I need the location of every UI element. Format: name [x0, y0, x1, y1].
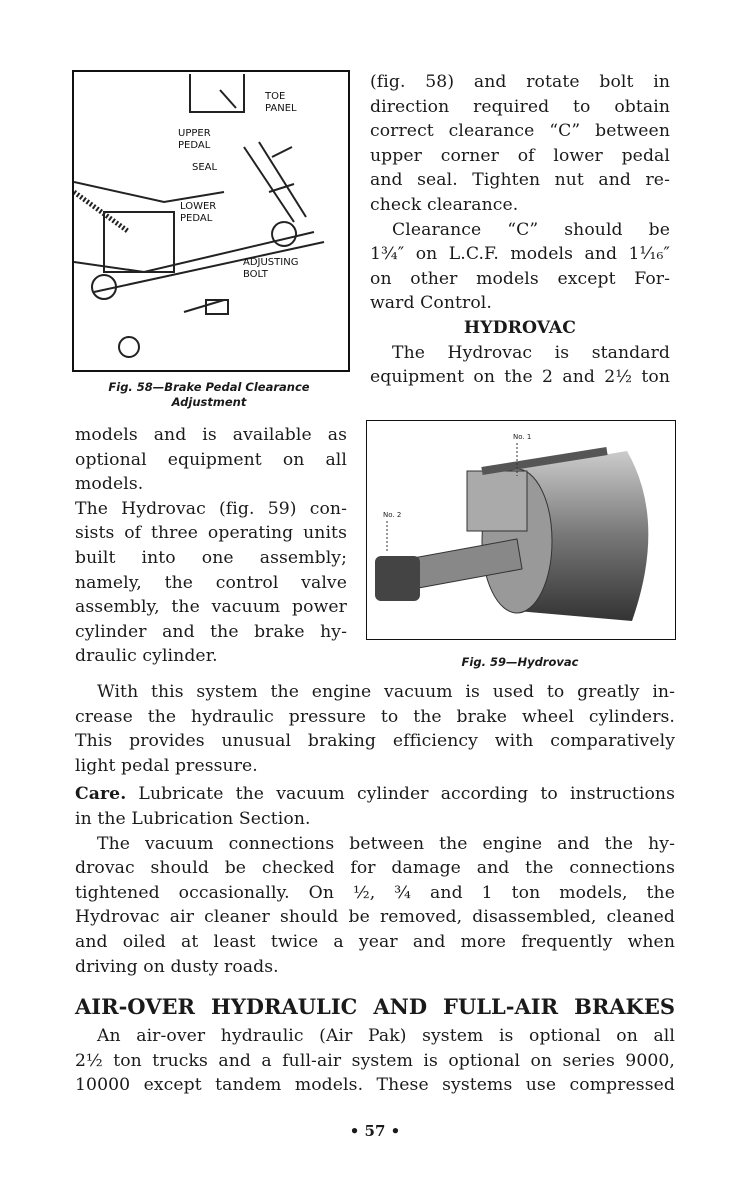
line-text: sists of three operating units: [75, 523, 347, 544]
line-text: ward Control.: [370, 293, 492, 314]
text-line: [75, 807, 675, 832]
line-text: models and is available as: [75, 425, 347, 445]
line-text: and oiled at least twice a year and more frequently when: [75, 931, 675, 952]
line-text: The Hydrovac is standard: [392, 342, 670, 363]
line-text: Hydrovac air cleaner should be removed, disassembled, cleaned: [75, 907, 675, 928]
text-line: [370, 267, 670, 292]
label-panel: PANEL: [265, 103, 297, 114]
text-line: [75, 905, 675, 930]
text-line: [370, 119, 670, 144]
text-line: [75, 620, 347, 645]
label-no-1: No. 1: [513, 433, 532, 441]
text-line: [370, 341, 670, 366]
line-text: HYDROVAC: [463, 317, 577, 338]
line-text: 1¾″ on L.C.F. models and 1¹⁄₁₆″: [370, 244, 670, 265]
label-lower: LOWER: [180, 201, 217, 212]
line-text: assembly, the vacuum power: [75, 597, 347, 618]
right-column-text: [370, 70, 670, 390]
label-bolt: BOLT: [243, 269, 268, 280]
text-line: [75, 856, 675, 881]
label-no-2: No. 2: [383, 511, 402, 519]
text-line: [75, 497, 347, 522]
line-text: on other models except For-: [370, 268, 670, 289]
text-line: [75, 644, 347, 669]
text-line: [75, 571, 347, 596]
text-line: [75, 754, 675, 779]
text-line: [370, 365, 670, 390]
text-line: [75, 881, 675, 906]
line-text: light pedal pressure.: [75, 755, 258, 776]
page-number: • 57 •: [349, 1122, 401, 1140]
text-line: [75, 680, 675, 705]
text-line: [370, 168, 670, 193]
line-text: 2½ ton trucks and a full-air system is optional on series 9000,: [75, 1050, 675, 1071]
line-text: in the Lubrication Section.: [75, 808, 311, 829]
section-heading: AIR-OVER HYDRAULIC AND FULL-AIR BRAKES: [75, 994, 675, 1019]
line-text: optional equipment on all: [75, 449, 347, 470]
caption-line-1: Fig. 58—Brake Pedal Clearance: [108, 380, 310, 394]
section-body-text: [75, 1024, 675, 1098]
line-text: The Hydrovac (fig. 59) con-: [75, 498, 347, 519]
label-upper: UPPER: [178, 128, 211, 139]
text-line: [75, 930, 675, 955]
label-pedal-lower: PEDAL: [180, 213, 213, 224]
line-text: This provides unusual braking efficiency with comparatively: [75, 731, 675, 752]
line-text: check clearance.: [370, 194, 519, 215]
label-seal: SEAL: [192, 162, 218, 173]
text-line: [75, 1024, 675, 1049]
line-text: cylinder and the brake hy-: [75, 621, 347, 642]
text-line: [75, 1073, 675, 1098]
line-text: and seal. Tighten nut and re-: [370, 170, 670, 191]
hydrovac-drawing: [367, 421, 675, 639]
text-line: [75, 595, 347, 620]
line-text: correct clearance “C” between: [370, 121, 670, 142]
text-line: [75, 448, 347, 473]
text-line: [75, 832, 675, 857]
line-text: direction required to obtain: [370, 96, 670, 117]
bold-lead-in: Care.: [75, 784, 127, 805]
line-text: built into one assembly;: [75, 547, 347, 568]
text-line: [75, 521, 347, 546]
line-text: drovac should be checked for damage and the connections: [75, 858, 675, 879]
subheading: [370, 316, 670, 341]
line-text: draulic cylinder.: [75, 646, 218, 667]
line-text: (fig. 58) and rotate bolt in: [370, 72, 670, 92]
text-line: [75, 782, 675, 807]
line-text: equipment on the 2 and 2½ ton: [370, 367, 670, 388]
line-text: An air-over hydraulic (Air Pak) system is optional on all: [97, 1026, 675, 1046]
figure-58-brake-pedal-illustration: [72, 70, 350, 372]
text-line: [75, 705, 675, 730]
line-text: upper corner of lower pedal: [370, 145, 670, 166]
line-text: namely, the control valve: [75, 572, 347, 593]
text-line: [75, 423, 347, 448]
text-line: [370, 193, 670, 218]
figure-59-caption: Fig. 59—Hydrovac: [461, 655, 579, 669]
text-line: [370, 95, 670, 120]
line-text: With this system the engine vacuum is used to greatly in-: [97, 682, 675, 702]
text-line: [75, 546, 347, 571]
text-line: [75, 472, 347, 497]
caption-line-2: Adjustment: [171, 395, 247, 409]
line-text: crease the hydraulic pressure to the brake wheel cylinders.: [75, 706, 675, 727]
line-text: 10000 except tandem models. These systems use compressed: [75, 1075, 675, 1096]
text-line: [75, 1049, 675, 1074]
line-text: driving on dusty roads.: [75, 956, 279, 977]
text-line: [370, 291, 670, 316]
line-text: The vacuum connections between the engine and the hy-: [97, 833, 675, 854]
line-text: Clearance “C” should be: [392, 219, 670, 240]
text-line: [370, 242, 670, 267]
line-text: Lubricate the vacuum cylinder according to instructions: [126, 784, 675, 805]
full-width-text: [75, 680, 675, 979]
left-column-text: [75, 423, 347, 669]
text-line: [370, 218, 670, 243]
text-line: [75, 955, 675, 980]
line-text: models.: [75, 474, 144, 495]
label-pedal-upper: PEDAL: [178, 140, 211, 151]
text-line: [370, 144, 670, 169]
label-toe: TOE: [265, 91, 286, 102]
line-text: tightened occasionally. On ½, ¾ and 1 ton models, the: [75, 882, 675, 903]
figure-59-hydrovac-photo: [366, 420, 676, 640]
text-line: [75, 729, 675, 754]
text-line: [370, 70, 670, 95]
label-adjusting: ADJUSTING: [243, 257, 299, 268]
figure-58-caption: [72, 380, 346, 410]
